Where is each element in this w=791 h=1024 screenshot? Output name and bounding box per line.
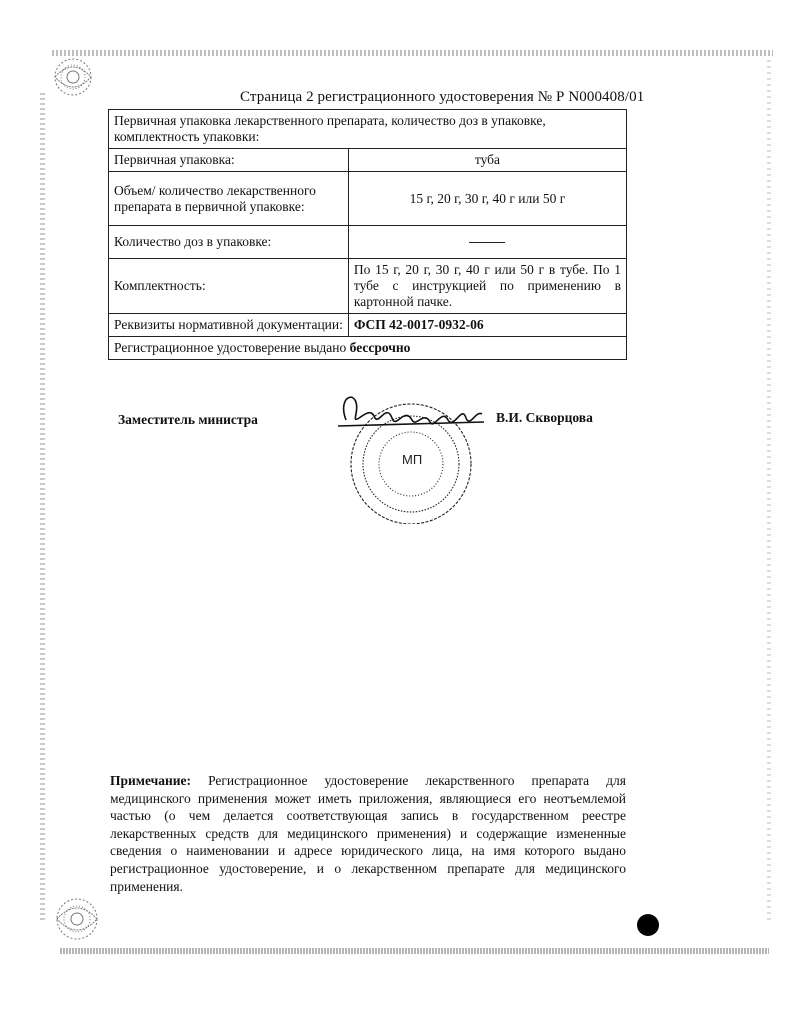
scan-border-left (40, 90, 45, 920)
validity-value: бессрочно (349, 340, 411, 355)
validity-cell (109, 337, 627, 360)
ink-blot (637, 914, 659, 936)
row-value-primary-pack: туба (348, 149, 626, 172)
official-seal-with-signature (316, 384, 496, 524)
page-header: Страница 2 регистрационного удостоверения № Р N000408/01 (240, 89, 645, 105)
table-row (109, 259, 627, 314)
scan-border-right (767, 60, 771, 920)
normative-label: Реквизиты нормативной документации: (109, 314, 349, 337)
row-label-primary-pack: Первичная упаковка: (109, 149, 349, 172)
row-label-volume: Объем/ количество лекарственного препарата в первичной упаковке: (109, 172, 349, 226)
table-row (109, 226, 627, 259)
table-row (109, 149, 627, 172)
registration-table (108, 109, 627, 360)
note-paragraph (110, 772, 626, 895)
table-row (109, 337, 627, 360)
row-value-doses (348, 226, 626, 259)
section-title: Первичная упаковка лекарственного препарата, количество доз в упаковке, комплектность упаковки: (109, 110, 627, 149)
scan-border-bottom (60, 948, 769, 954)
normative-value: ФСП 42-0017-0932-06 (348, 314, 626, 337)
note-text: Регистрационное удостоверение лекарственного препарата для медицинского применения может иметь приложения, являющиеся его неотъемлемой частью (о чем делается соответствующая запись в государственном реестре лекарственных средств для медицинского применения) и содержащие измененные сведения о наименовании и адресе юридического лица, на имя которого выдано регистрационное удостоверение, и о лекарственном препарате для медицинского применения. (110, 773, 626, 894)
scan-border-top (52, 50, 773, 56)
row-value-completeness: По 15 г, 20 г, 30 г, 40 г или 50 г в тубе. По 1 тубе с инструкцией по применению в картонной пачке. (348, 259, 626, 314)
row-label-doses: Количество доз в упаковке: (109, 226, 349, 259)
dash-mark (469, 242, 505, 243)
ornament-corner-top-left-icon (48, 52, 98, 102)
note-label: Примечание: (110, 773, 192, 788)
signer-name: В.И. Скворцова (496, 410, 593, 425)
row-label-completeness: Комплектность: (109, 259, 349, 314)
table-row (109, 172, 627, 226)
row-value-volume: 15 г, 20 г, 30 г, 40 г или 50 г (348, 172, 626, 226)
ornament-corner-bottom-left-icon (50, 892, 104, 946)
table-row (109, 314, 627, 337)
signer-position: Заместитель министра (118, 412, 258, 427)
stamp-label: МП (402, 452, 423, 467)
table-row (109, 110, 627, 149)
validity-text: Регистрационное удостоверение выдано (114, 340, 350, 355)
